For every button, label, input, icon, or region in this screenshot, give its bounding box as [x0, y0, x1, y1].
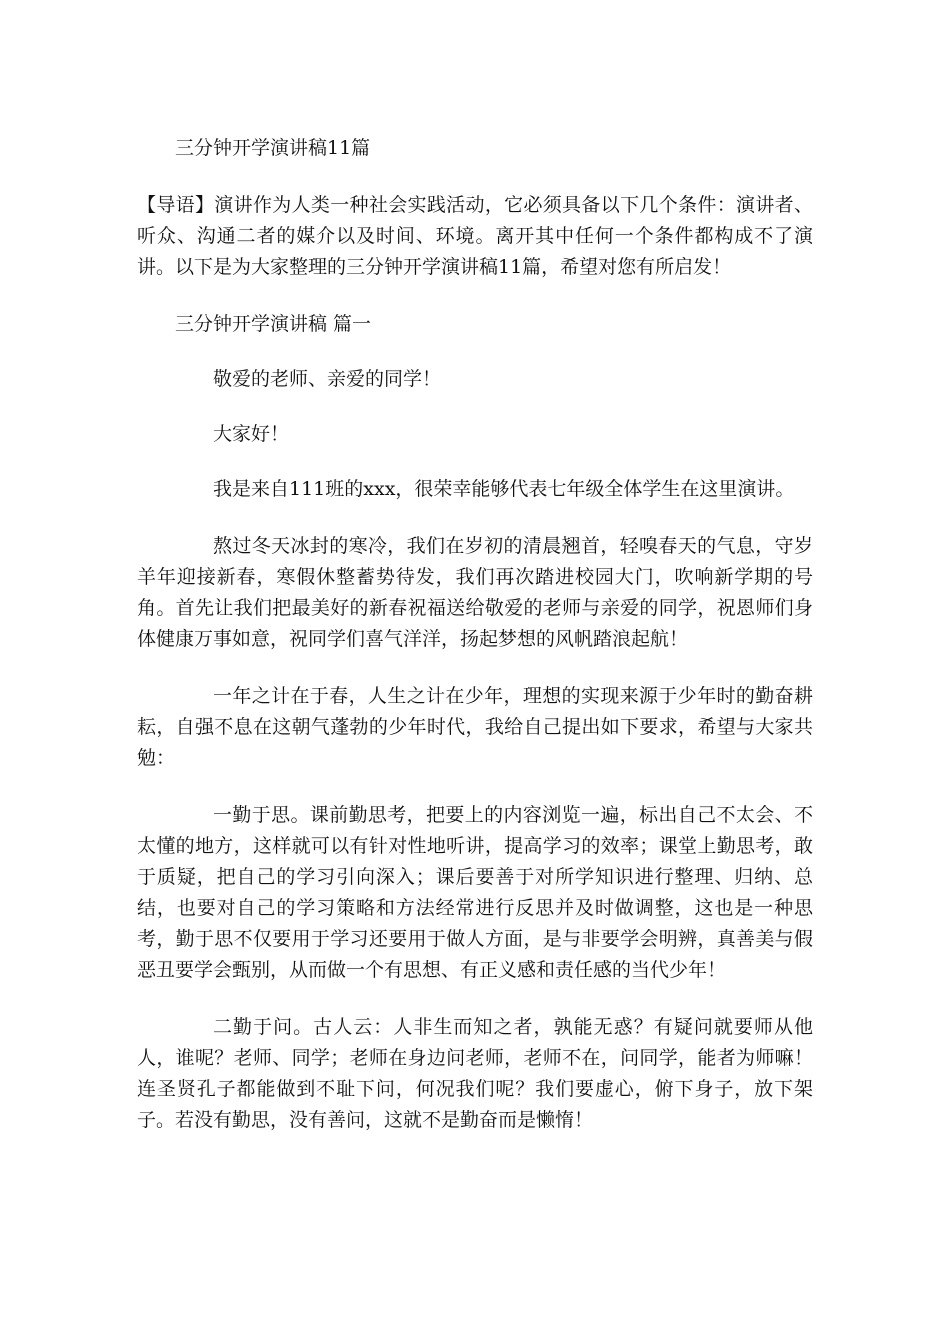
body-paragraph: 一勤于思。课前勤思考，把要上的内容浏览一遍，标出自己不太会、不太懂的地方，这样就可以有针对性地听讲，提高学习的效率；课堂上勤思考，敢于质疑，把自己的学习引向深入；课后要善于对所学知识进行整理、归纳、总结，也要对自己的学习策略和方法经常进行反思并及时做调整，这也是一种思考，勤于思不仅要用于学习还要用于做人方面，是与非要学会明辨，真善美与假恶丑要学会甄别，从而做一个有思想、有正义感和责任感的当代少年！: [137, 804, 813, 981]
body-paragraph: 熬过冬天冰封的寒冷，我们在岁初的清晨翘首，轻嗅春天的气息，守岁羊年迎接新春，寒假休整蓄势待发，我们再次踏进校园大门，吹响新学期的号角。首先让我们把最美好的新春祝福送给敬爱的老师与亲爱的同学，祝恩师们身体健康万事如意，祝同学们喜气洋洋，扬起梦想的风帆踏浪起航！: [137, 535, 813, 650]
body-paragraph: 二勤于问。古人云：人非生而知之者，孰能无惑？有疑问就要师从他人，谁呢？老师、同学；老师在身边问老师，老师不在，问同学，能者为师嘛！连圣贤孔子都能做到不耻下问，何况我们呢？我们要虚心，俯下身子，放下架子。若没有勤思，没有善问，这就不是勤奋而是懒惰！: [137, 1016, 813, 1131]
document-body: [137, 133, 813, 1136]
intro-paragraph: 【导语】演讲作为人类一种社会实践活动，它必须具备以下几个条件：演讲者、听众、沟通二者的媒介以及时间、环境。离开其中任何一个条件都构成不了演讲。以下是为大家整理的三分钟开学演讲稿11篇，希望对您有所启发！: [137, 194, 813, 278]
document-title: 三分钟开学演讲稿11篇: [175, 137, 371, 159]
body-paragraph: 一年之计在于春，人生之计在少年，理想的实现来源于少年时的勤奋耕耘，自强不息在这朝气蓬勃的少年时代，我给自己提出如下要求，希望与大家共勉：: [137, 685, 813, 769]
salutation: 敬爱的老师、亲爱的同学！: [213, 368, 442, 390]
section-heading: 三分钟开学演讲稿 篇一: [175, 313, 372, 335]
body-paragraph: 我是来自111班的xxx，很荣幸能够代表七年级全体学生在这里演讲。: [213, 478, 795, 500]
greeting: 大家好！: [213, 423, 290, 445]
